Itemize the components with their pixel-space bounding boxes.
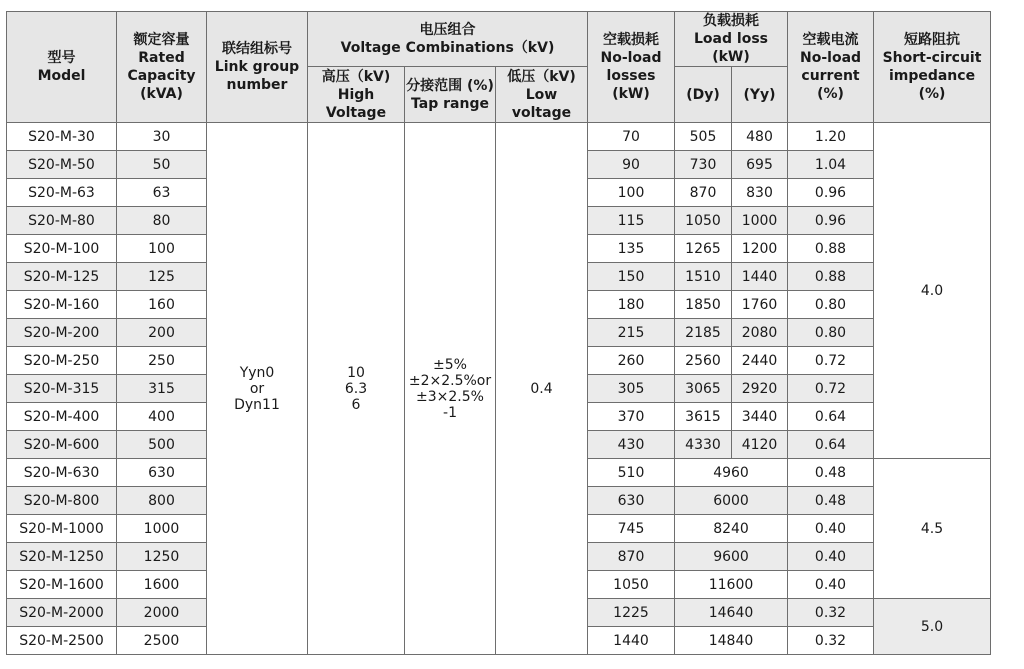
- cell-model: S20-M-1000: [7, 515, 117, 543]
- cell-capacity: 1250: [117, 543, 207, 571]
- cell-yy: 695: [732, 151, 788, 179]
- cell-capacity: 250: [117, 347, 207, 375]
- cell-noload-losses: 1050: [588, 571, 675, 599]
- cell-capacity: 2500: [117, 627, 207, 655]
- cell-high-voltage: 10 6.3 6: [308, 123, 405, 655]
- cell-noload-losses: 180: [588, 291, 675, 319]
- cell-capacity: 315: [117, 375, 207, 403]
- cell-noload-current: 0.80: [788, 319, 874, 347]
- cell-yy: 480: [732, 123, 788, 151]
- cell-noload-current: 0.48: [788, 487, 874, 515]
- cell-noload-losses: 1440: [588, 627, 675, 655]
- cell-model: S20-M-2500: [7, 627, 117, 655]
- cell-model: S20-M-630: [7, 459, 117, 487]
- cell-capacity: 63: [117, 179, 207, 207]
- cell-model: S20-M-80: [7, 207, 117, 235]
- cell-noload-losses: 260: [588, 347, 675, 375]
- cell-model: S20-M-600: [7, 431, 117, 459]
- cell-load-loss: 9600: [675, 543, 788, 571]
- cell-dy: 730: [675, 151, 732, 179]
- header-yy: (Yy): [732, 67, 788, 123]
- cell-capacity: 1000: [117, 515, 207, 543]
- cell-noload-losses: 1225: [588, 599, 675, 627]
- header-voltage-combinations: 电压组合 Voltage Combinations（kV): [308, 12, 588, 67]
- cell-model: S20-M-250: [7, 347, 117, 375]
- cell-noload-losses: 135: [588, 235, 675, 263]
- cell-yy: 1200: [732, 235, 788, 263]
- cell-noload-current: 0.64: [788, 431, 874, 459]
- cell-noload-losses: 510: [588, 459, 675, 487]
- cell-model: S20-M-50: [7, 151, 117, 179]
- table-row: [7, 123, 991, 151]
- cell-noload-losses: 305: [588, 375, 675, 403]
- cell-yy: 1760: [732, 291, 788, 319]
- cell-dy: 1050: [675, 207, 732, 235]
- cell-noload-current: 0.88: [788, 263, 874, 291]
- cell-noload-current: 0.64: [788, 403, 874, 431]
- cell-dy: 1850: [675, 291, 732, 319]
- cell-noload-current: 1.20: [788, 123, 874, 151]
- cell-dy: 4330: [675, 431, 732, 459]
- cell-yy: 1440: [732, 263, 788, 291]
- cell-yy: 2080: [732, 319, 788, 347]
- cell-noload-current: 0.88: [788, 235, 874, 263]
- cell-impedance: 5.0: [874, 599, 991, 655]
- cell-dy: 505: [675, 123, 732, 151]
- cell-low-voltage: 0.4: [496, 123, 588, 655]
- cell-model: S20-M-30: [7, 123, 117, 151]
- cell-model: S20-M-400: [7, 403, 117, 431]
- cell-noload-losses: 630: [588, 487, 675, 515]
- header-link-group: 联结组标号 Link group number: [207, 12, 308, 123]
- cell-impedance: 4.0: [874, 123, 991, 459]
- cell-yy: 3440: [732, 403, 788, 431]
- cell-noload-current: 0.72: [788, 375, 874, 403]
- cell-load-loss: 8240: [675, 515, 788, 543]
- header-impedance: 短路阻抗 Short-circuit impedance (%): [874, 12, 991, 123]
- cell-dy: 2560: [675, 347, 732, 375]
- cell-noload-current: 0.40: [788, 571, 874, 599]
- cell-yy: 2920: [732, 375, 788, 403]
- cell-dy: 2185: [675, 319, 732, 347]
- cell-noload-current: 0.40: [788, 515, 874, 543]
- cell-noload-losses: 370: [588, 403, 675, 431]
- cell-dy: 1265: [675, 235, 732, 263]
- header-capacity: 额定容量 Rated Capacity (kVA): [117, 12, 207, 123]
- header-dy: (Dy): [675, 67, 732, 123]
- header-high-voltage: 高压（kV) High Voltage: [308, 67, 405, 123]
- cell-noload-losses: 870: [588, 543, 675, 571]
- cell-noload-losses: 150: [588, 263, 675, 291]
- cell-capacity: 125: [117, 263, 207, 291]
- cell-dy: 3065: [675, 375, 732, 403]
- cell-capacity: 50: [117, 151, 207, 179]
- header-noload-losses: 空载损耗 No-load losses (kW): [588, 12, 675, 123]
- cell-noload-losses: 90: [588, 151, 675, 179]
- header-load-loss: 负载损耗 Load loss (kW): [675, 12, 788, 67]
- header-noload-current: 空载电流 No-load current (%): [788, 12, 874, 123]
- cell-noload-current: 0.96: [788, 207, 874, 235]
- cell-noload-current: 0.80: [788, 291, 874, 319]
- cell-link-group: Yyn0 or Dyn11: [207, 123, 308, 655]
- cell-noload-current: 0.32: [788, 599, 874, 627]
- cell-dy: 870: [675, 179, 732, 207]
- cell-load-loss: 6000: [675, 487, 788, 515]
- cell-model: S20-M-800: [7, 487, 117, 515]
- cell-capacity: 80: [117, 207, 207, 235]
- cell-yy: 2440: [732, 347, 788, 375]
- header-model: 型号 Model: [7, 12, 117, 123]
- cell-dy: 3615: [675, 403, 732, 431]
- cell-capacity: 500: [117, 431, 207, 459]
- cell-noload-current: 0.40: [788, 543, 874, 571]
- cell-capacity: 800: [117, 487, 207, 515]
- header-tap-range: 分接范围 (%) Tap range: [405, 67, 496, 123]
- cell-tap-range: ±5% ±2×2.5%or ±3×2.5% -1: [405, 123, 496, 655]
- cell-noload-losses: 745: [588, 515, 675, 543]
- cell-yy: 830: [732, 179, 788, 207]
- cell-model: S20-M-2000: [7, 599, 117, 627]
- header-low-voltage: 低压（kV) Low voltage: [496, 67, 588, 123]
- cell-model: S20-M-200: [7, 319, 117, 347]
- cell-load-loss: 14640: [675, 599, 788, 627]
- cell-noload-losses: 115: [588, 207, 675, 235]
- cell-yy: 4120: [732, 431, 788, 459]
- cell-model: S20-M-1250: [7, 543, 117, 571]
- cell-noload-current: 0.32: [788, 627, 874, 655]
- cell-model: S20-M-160: [7, 291, 117, 319]
- cell-capacity: 630: [117, 459, 207, 487]
- cell-load-loss: 11600: [675, 571, 788, 599]
- cell-capacity: 30: [117, 123, 207, 151]
- cell-noload-losses: 430: [588, 431, 675, 459]
- cell-noload-losses: 70: [588, 123, 675, 151]
- cell-noload-current: 0.48: [788, 459, 874, 487]
- cell-capacity: 200: [117, 319, 207, 347]
- cell-yy: 1000: [732, 207, 788, 235]
- cell-impedance: 4.5: [874, 459, 991, 599]
- cell-dy: 1510: [675, 263, 732, 291]
- cell-load-loss: 4960: [675, 459, 788, 487]
- cell-model: S20-M-63: [7, 179, 117, 207]
- cell-capacity: 100: [117, 235, 207, 263]
- cell-capacity: 160: [117, 291, 207, 319]
- cell-noload-current: 1.04: [788, 151, 874, 179]
- cell-model: S20-M-1600: [7, 571, 117, 599]
- cell-load-loss: 14840: [675, 627, 788, 655]
- cell-noload-current: 0.72: [788, 347, 874, 375]
- cell-capacity: 1600: [117, 571, 207, 599]
- spec-table: [6, 11, 991, 655]
- cell-model: S20-M-125: [7, 263, 117, 291]
- cell-noload-current: 0.96: [788, 179, 874, 207]
- cell-model: S20-M-315: [7, 375, 117, 403]
- cell-noload-losses: 100: [588, 179, 675, 207]
- cell-noload-losses: 215: [588, 319, 675, 347]
- cell-model: S20-M-100: [7, 235, 117, 263]
- cell-capacity: 400: [117, 403, 207, 431]
- cell-capacity: 2000: [117, 599, 207, 627]
